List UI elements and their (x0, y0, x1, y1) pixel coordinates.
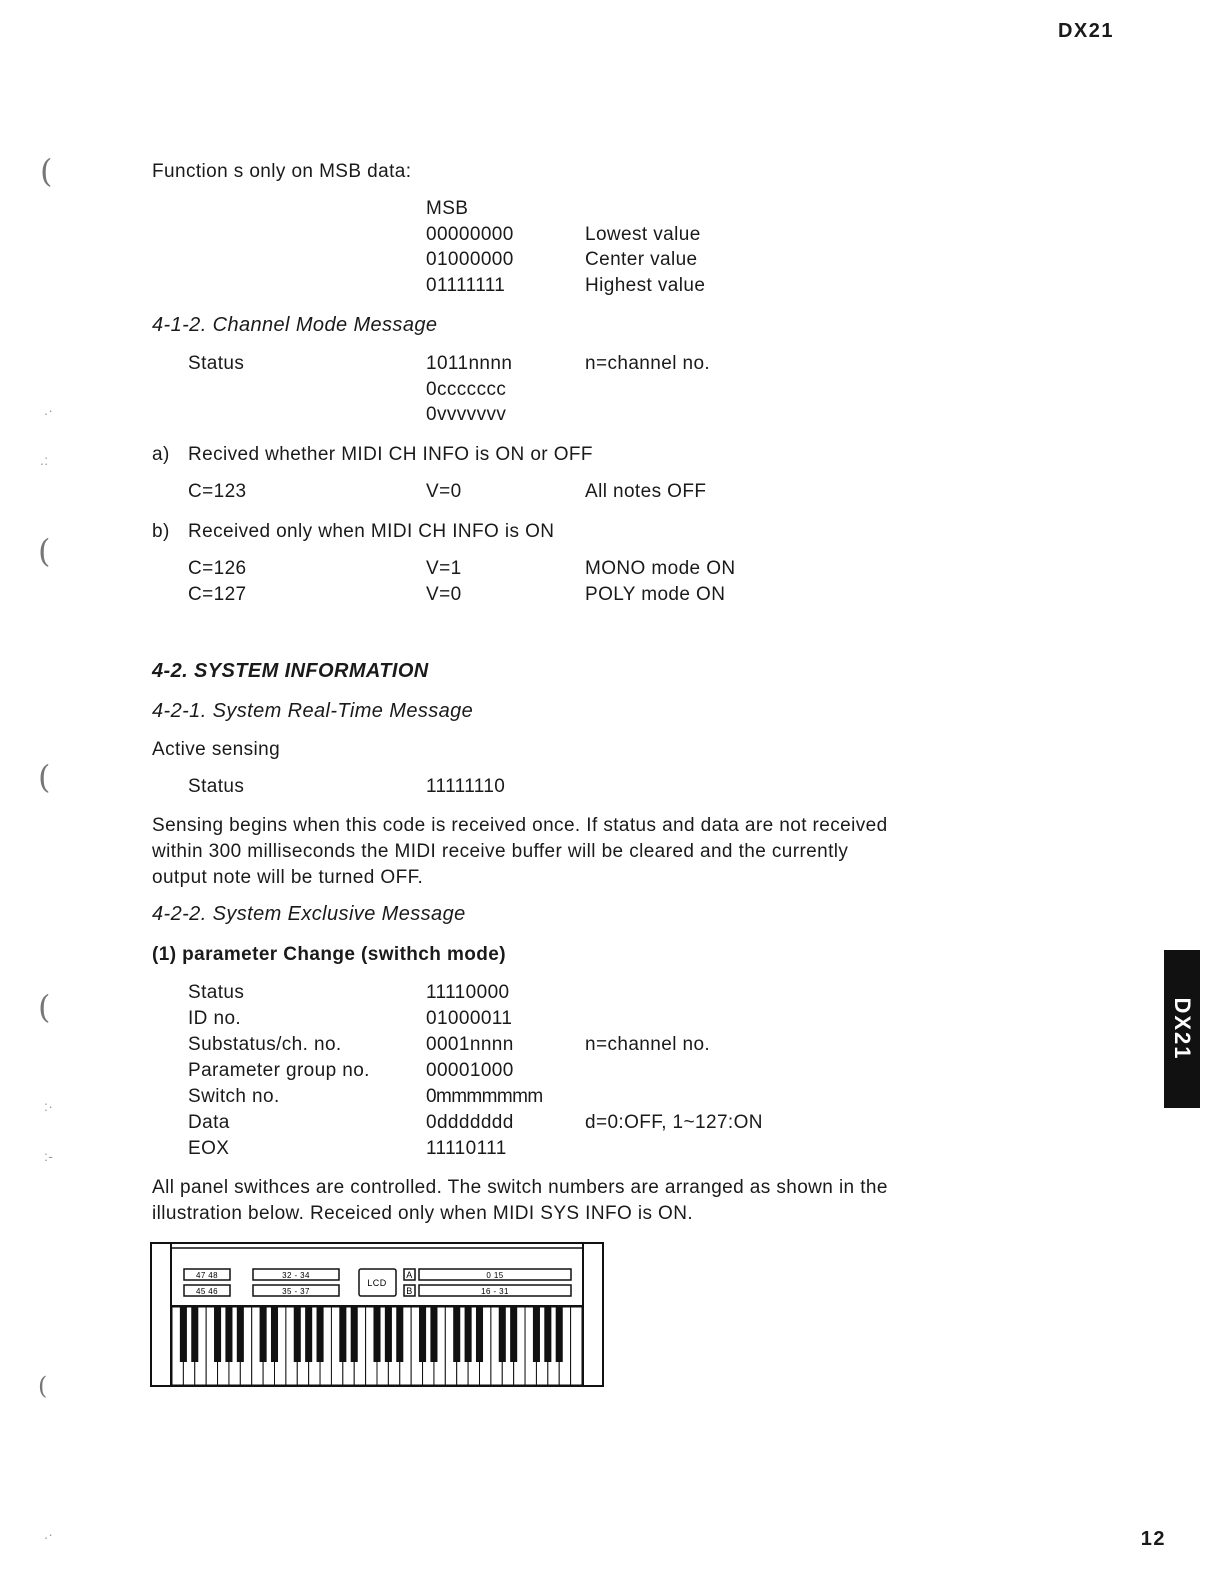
switch-label: 35 - 37 (282, 1287, 310, 1296)
panel-switch-paragraph: All panel swithces are controlled. The switch numbers are arranged as shown in the illustration below. Receiced only when MIDI SYS INFO is ON. (152, 1177, 888, 1224)
keyboard-right-cheek (583, 1243, 603, 1386)
bank-a-label: A (406, 1270, 413, 1280)
black-key (305, 1307, 312, 1362)
parameter-change-heading: (1) parameter Change (swithch mode) (152, 944, 506, 965)
switch-label: 16 - 31 (481, 1287, 509, 1296)
sysex-value: 01000011 (426, 1008, 513, 1029)
scan-speck: .· (44, 1526, 54, 1542)
black-key (465, 1307, 472, 1362)
black-key (339, 1307, 346, 1362)
black-key (271, 1307, 278, 1362)
margin-mark: ( (38, 532, 51, 570)
status-note: n=channel no. (585, 353, 711, 374)
black-key (476, 1307, 483, 1362)
case-a-v: V=0 (426, 481, 462, 502)
case-b-c: C=126 (188, 558, 247, 579)
status-label: Status (188, 353, 245, 374)
section-title-channel-mode: 4-1-2. Channel Mode Message (152, 314, 438, 336)
switch-label: 47 48 (195, 1271, 219, 1280)
case-b-c: C=127 (188, 584, 247, 605)
control-byte: 0ccccccc (426, 379, 507, 400)
keyboard-left-cheek (151, 1243, 171, 1386)
keyboard-illustration (150, 1242, 605, 1388)
status-byte: 1011nnnn (426, 353, 513, 374)
header-model: DX21 (1057, 20, 1114, 42)
margin-mark: ( (38, 1372, 48, 1400)
black-key (180, 1307, 187, 1362)
sysex-value: 00001000 (426, 1060, 514, 1081)
black-key (225, 1307, 232, 1362)
switch-label: 32 - 34 (282, 1271, 310, 1280)
scan-speck: :· (44, 1098, 54, 1114)
case-a-text: Recived whether MIDI CH INFO is ON or OFF (188, 444, 593, 465)
switch-label: 45 46 (195, 1287, 219, 1296)
scan-speck: .: (40, 452, 49, 468)
black-key (214, 1307, 221, 1362)
section-title-realtime: 4-2-1. System Real-Time Message (152, 700, 474, 722)
black-key (396, 1307, 403, 1362)
section-title-system-info: 4-2. SYSTEM INFORMATION (152, 660, 429, 682)
side-tab-label: DX21 (1170, 997, 1195, 1061)
margin-mark: ( (40, 152, 53, 190)
msb-desc: Center value (585, 249, 698, 270)
sysex-label: Status (188, 982, 245, 1003)
case-a-desc: All notes OFF (585, 481, 707, 502)
keyboard-keys (172, 1307, 582, 1385)
black-key (419, 1307, 426, 1362)
black-key (544, 1307, 551, 1362)
black-key (556, 1307, 563, 1362)
case-a-c: C=123 (188, 481, 247, 502)
margin-mark: ( (38, 758, 51, 796)
black-key (373, 1307, 380, 1362)
page-number: 12 (1140, 1528, 1166, 1550)
msb-value: 01111111 (426, 275, 506, 296)
margin-mark: ( (38, 988, 51, 1026)
bank-b-label: B (406, 1286, 413, 1296)
sysex-label: Data (188, 1112, 230, 1133)
case-b-v: V=1 (426, 558, 462, 579)
case-b-marker: b) (152, 521, 170, 542)
active-sensing-paragraph: Sensing begins when this code is received once. If status and data are not received within 300 milliseconds the MIDI receive buffer will be cleared and the currently output note will be turned OFF. (152, 815, 888, 888)
black-key (294, 1307, 301, 1362)
sysex-note: n=channel no. (585, 1034, 711, 1055)
msb-desc: Highest value (585, 275, 706, 296)
sysex-value: 0001nnnn (426, 1034, 514, 1055)
black-key (260, 1307, 267, 1362)
status-label: Status (188, 776, 245, 797)
black-key (453, 1307, 460, 1362)
sysex-label: Switch no. (188, 1086, 280, 1107)
msb-heading: MSB (426, 198, 469, 219)
scan-speck: :- (44, 1148, 54, 1164)
case-a-marker: a) (152, 444, 170, 465)
black-key (430, 1307, 437, 1362)
scan-speck: .· (44, 402, 54, 418)
lcd-label: LCD (367, 1278, 387, 1288)
switch-label: 0 15 (486, 1271, 504, 1280)
case-b-desc: MONO mode ON (585, 558, 736, 579)
black-key (499, 1307, 506, 1362)
black-key (385, 1307, 392, 1362)
sysex-value: 0mmmmmmm (426, 1086, 543, 1107)
black-key (510, 1307, 517, 1362)
black-key (237, 1307, 244, 1362)
msb-value: 00000000 (426, 224, 514, 245)
sysex-note: d=0:OFF, 1~127:ON (585, 1112, 763, 1133)
sysex-label: ID no. (188, 1008, 242, 1029)
intro-text: Function s only on MSB data: (152, 161, 412, 182)
side-tab (1164, 950, 1200, 1108)
active-sensing-label: Active sensing (152, 739, 281, 760)
white-key (571, 1307, 582, 1385)
black-key (533, 1307, 540, 1362)
msb-desc: Lowest value (585, 224, 701, 245)
sysex-label: Substatus/ch. no. (188, 1034, 342, 1055)
case-b-v: V=0 (426, 584, 462, 605)
status-byte: 11111110 (426, 776, 506, 797)
sysex-value: 11110111 (426, 1138, 507, 1159)
black-key (351, 1307, 358, 1362)
sysex-value: 11110000 (426, 982, 510, 1003)
case-b-desc: POLY mode ON (585, 584, 726, 605)
black-key (317, 1307, 324, 1362)
black-key (191, 1307, 198, 1362)
value-byte: 0vvvvvvv (426, 404, 507, 425)
sysex-value: 0ddddddd (426, 1112, 514, 1133)
section-title-exclusive: 4-2-2. System Exclusive Message (152, 903, 466, 925)
sysex-label: Parameter group no. (188, 1060, 370, 1081)
case-b-text: Received only when MIDI CH INFO is ON (188, 521, 555, 542)
sysex-label: EOX (188, 1138, 230, 1159)
msb-value: 01000000 (426, 249, 514, 270)
